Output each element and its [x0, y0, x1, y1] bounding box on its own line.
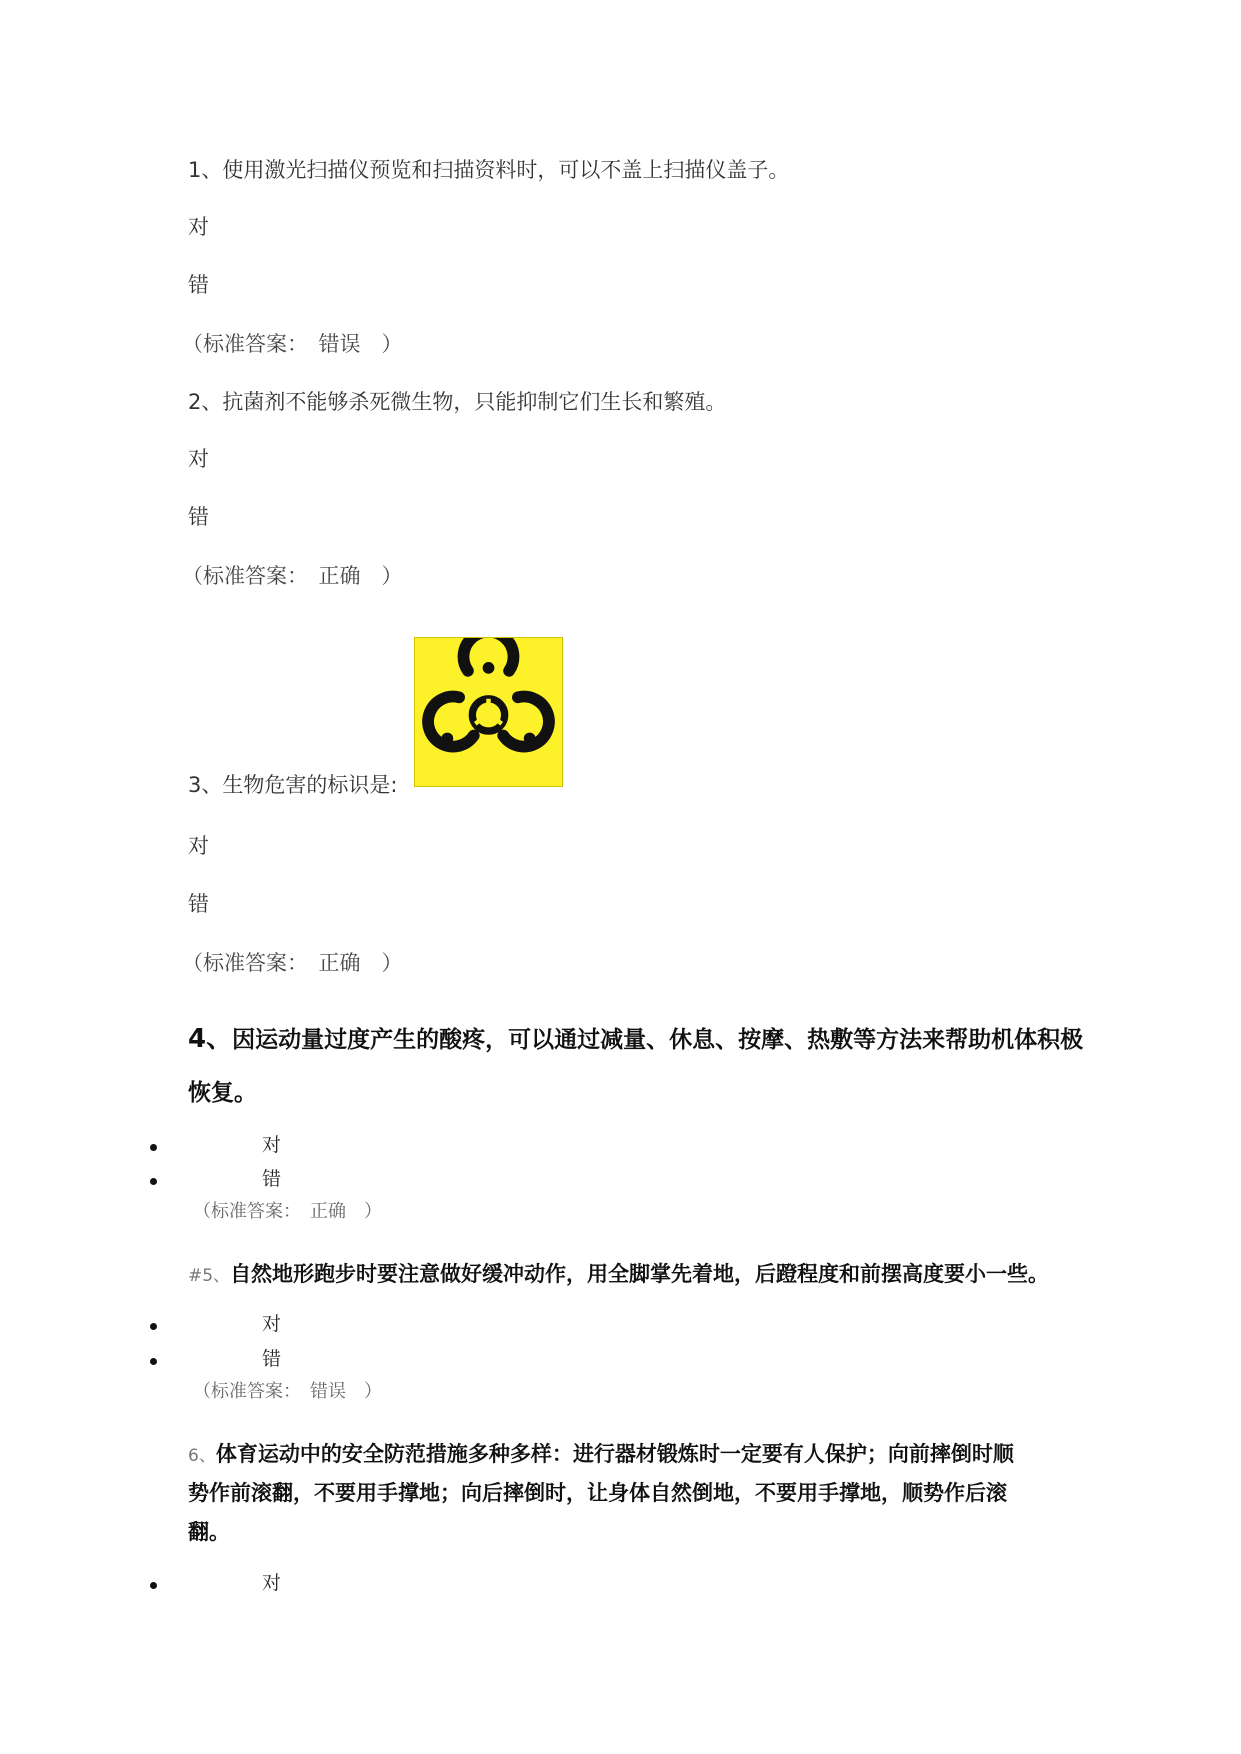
question-text: 因运动量过度产生的酸疼，可以通过减量、休息、按摩、热敷等方法来帮助机体积极	[232, 1027, 1084, 1053]
question-3	[188, 773, 397, 798]
option-true[interactable]: 对	[262, 1313, 282, 1335]
question-text-continued: 势作前滚翻，不要用手撑地；向后摔倒时，让身体自然倒地，不要用手撑地，顺势作后滚	[188, 1481, 1007, 1505]
option-true[interactable]: 对	[262, 1134, 282, 1156]
standard-answer: （标准答案： 错误 ）	[193, 1381, 382, 1402]
question-text-continued: 翻。	[188, 1520, 230, 1544]
standard-answer: （标准答案： 正确 ）	[182, 951, 403, 975]
standard-answer: （标准答案： 正确 ）	[182, 564, 403, 588]
standard-answer: （标准答案： 正确 ）	[193, 1201, 382, 1222]
question-number: #5、	[188, 1266, 231, 1286]
option-false[interactable]: 错	[262, 1168, 282, 1190]
bullet	[150, 1323, 157, 1330]
option-true[interactable]: 对	[188, 447, 209, 471]
question-5	[188, 1262, 1049, 1287]
option-false[interactable]: 错	[262, 1348, 282, 1370]
bullet	[150, 1358, 157, 1365]
bullet	[150, 1582, 157, 1589]
question-number: 2、	[188, 390, 223, 414]
bullet	[150, 1178, 157, 1185]
option-false[interactable]: 错	[188, 505, 209, 529]
question-4	[188, 1024, 1083, 1055]
question-text-continued: 恢复。	[188, 1080, 257, 1106]
question-text: 生物危害的标识是:	[222, 773, 398, 797]
question-number: 3、	[188, 773, 223, 797]
question-number: 6、	[188, 1446, 216, 1466]
question-number: 1、	[188, 158, 223, 182]
option-true[interactable]: 对	[188, 834, 209, 858]
option-true[interactable]: 对	[188, 215, 209, 239]
option-true[interactable]: 对	[262, 1572, 282, 1594]
question-text: 自然地形跑步时要注意做好缓冲动作，用全脚掌先着地，后蹬程度和前摆高度要小一些。	[230, 1262, 1050, 1286]
question-text: 使用激光扫描仪预览和扫描资料时，可以不盖上扫描仪盖子。	[222, 158, 790, 182]
bullet	[150, 1144, 157, 1151]
standard-answer: （标准答案： 错误 ）	[182, 332, 403, 356]
question-2	[188, 390, 726, 415]
question-6	[188, 1442, 1014, 1467]
biohazard-icon	[414, 637, 563, 787]
question-1	[188, 158, 789, 183]
question-text: 抗菌剂不能够杀死微生物，只能抑制它们生长和繁殖。	[222, 390, 727, 414]
question-text: 体育运动中的安全防范措施多种多样：进行器材锻炼时一定要有人保护；向前摔倒时顺	[215, 1442, 1014, 1466]
option-false[interactable]: 错	[188, 273, 209, 297]
option-false[interactable]: 错	[188, 892, 209, 916]
question-number: 4、	[188, 1024, 233, 1054]
